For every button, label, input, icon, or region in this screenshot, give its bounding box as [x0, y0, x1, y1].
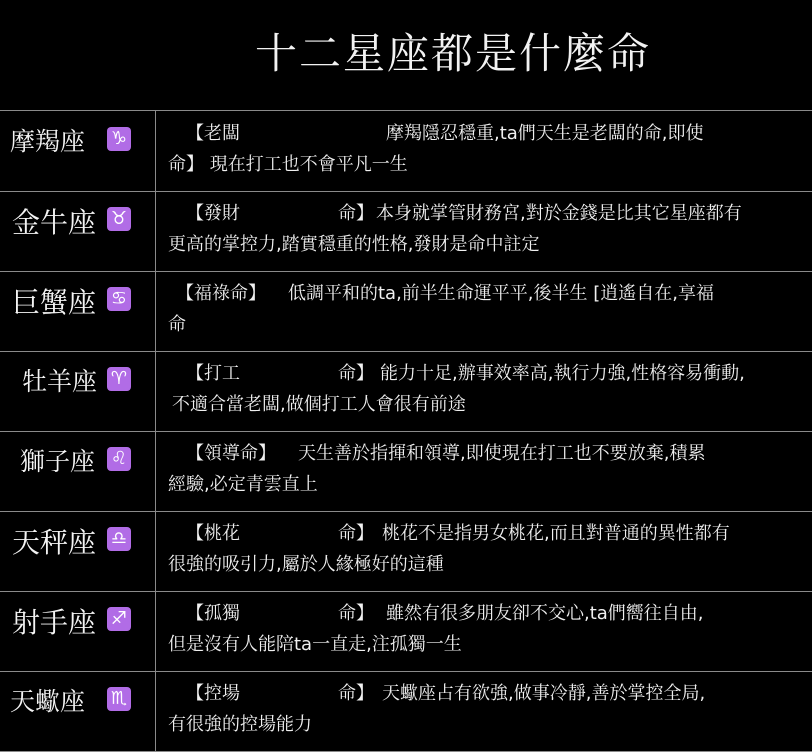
fate-title: 【控場 [186, 683, 240, 704]
description-line-2: 命】 現在打工也不會平凡一生 [168, 154, 408, 175]
fate-description [168, 598, 796, 668]
sign-cell [0, 431, 156, 511]
scorpio-icon: ♏ [107, 687, 131, 711]
fate-description [168, 678, 796, 748]
fate-title-end: 命】 [338, 203, 374, 224]
table-row [0, 271, 812, 352]
description-line-1: 摩羯隱忍穩重,ta們天生是老闆的命,即使 [386, 123, 704, 144]
fate-title: 【領導命】 [186, 443, 276, 464]
table-row [0, 591, 812, 672]
description-line-1: 天生善於指揮和領導,即使現在打工也不要放棄,積累 [298, 443, 706, 464]
description-line-1: 雖然有很多朋友卻不交心,ta們嚮往自由, [386, 603, 704, 624]
fate-description [168, 518, 796, 588]
fate-description [168, 278, 796, 348]
sign-cell [0, 511, 156, 591]
libra-icon: ♎ [107, 527, 131, 551]
description-line-2: 有很強的控場能力 [168, 714, 312, 735]
sign-name: 天秤座 [12, 526, 97, 559]
sign-cell [0, 671, 156, 751]
sign-cell [0, 111, 156, 191]
sign-name: 天蠍座 [10, 687, 86, 716]
fate-title-end: 命】 [338, 363, 374, 384]
fate-description [168, 358, 796, 428]
table-row [0, 431, 812, 512]
description-line-2: 但是沒有人能陪ta一直走,注孤獨一生 [168, 634, 462, 655]
description-line-2: 經驗,必定青雲直上 [168, 474, 318, 495]
fate-title: 【發財 [186, 203, 240, 224]
fate-title: 【福祿命】 [176, 283, 266, 304]
fate-title: 【孤獨 [186, 603, 240, 624]
sign-cell [0, 351, 156, 431]
fate-title-end: 命】 [338, 683, 374, 704]
sign-name: 射手座 [12, 606, 97, 639]
description-line-2: 很強的吸引力,屬於人緣極好的這種 [168, 554, 444, 575]
fate-title: 【打工 [186, 363, 240, 384]
cancer-icon: ♋ [107, 287, 131, 311]
description-line-1: 低調平和的ta,前半生命運平平,後半生 [逍遙自在,享福 [288, 283, 714, 304]
fate-title-end: 命】 [338, 523, 374, 544]
page-title: 十二星座都是什麼命 [255, 29, 652, 78]
sign-cell [0, 191, 156, 271]
aries-icon: ♈ [107, 367, 131, 391]
zodiac-table [0, 110, 812, 735]
description-line-1: 能力十足,辦事效率高,執行力強,性格容易衝動, [380, 363, 745, 384]
table-row [0, 111, 812, 192]
capricorn-icon: ♑ [107, 127, 131, 151]
sign-cell [0, 591, 156, 671]
sign-name: 牡羊座 [22, 367, 98, 396]
table-row [0, 191, 812, 272]
table-row [0, 671, 812, 752]
description-line-2: 不適合當老闆,做個打工人會很有前途 [172, 394, 466, 415]
taurus-icon: ♉ [107, 207, 131, 231]
sign-name: 獅子座 [20, 447, 96, 476]
description-line-2: 更高的掌控力,踏實穩重的性格,發財是命中註定 [168, 234, 540, 255]
sign-name: 巨蟹座 [12, 286, 97, 319]
sagittarius-icon: ♐ [107, 607, 131, 631]
fate-title: 【桃花 [186, 523, 240, 544]
leo-icon: ♌ [107, 447, 131, 471]
sign-name: 金牛座 [12, 206, 97, 239]
fate-title: 【老闆 [186, 123, 240, 144]
sign-name: 摩羯座 [10, 127, 86, 156]
description-line-1: 天蠍座占有欲強,做事冷靜,善於掌控全局, [382, 683, 706, 704]
table-row [0, 351, 812, 432]
fate-description [168, 438, 796, 508]
fate-description [168, 118, 796, 188]
sign-cell [0, 271, 156, 351]
fate-title-end: 命】 [338, 603, 374, 624]
description-line-1: 本身就掌管財務宮,對於金錢是比其它星座都有 [376, 203, 742, 224]
description-line-1: 桃花不是指男女桃花,而且對普通的異性都有 [382, 523, 730, 544]
table-row [0, 511, 812, 592]
description-line-2: 命 [168, 314, 186, 335]
fate-description [168, 198, 796, 268]
